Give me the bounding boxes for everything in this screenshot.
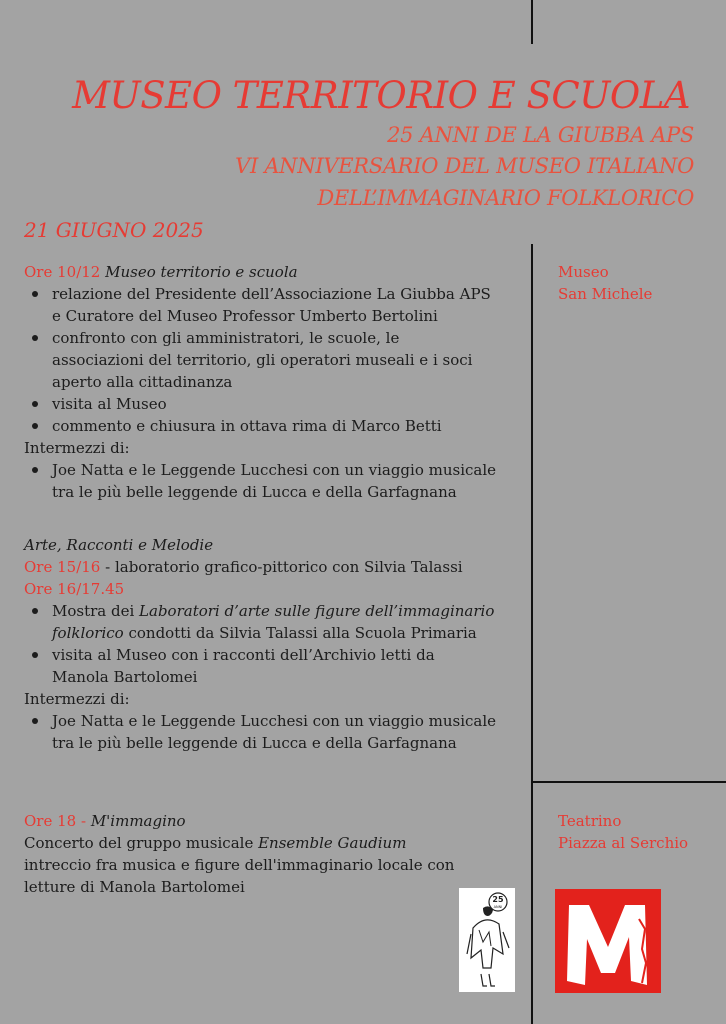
venue-line: San Michele	[558, 285, 653, 303]
section-morning-list	[24, 283, 524, 437]
event-date: 21 GIUGNO 2025	[24, 218, 204, 242]
list-item-line: associazioni del territorio, gli operatori museali e i soci	[52, 351, 473, 369]
list-item-line: aperto alla cittadinanza	[52, 373, 233, 391]
subtitle-line-3: DELL’IMMAGINARIO FOLKLORICO	[317, 186, 694, 210]
list-item-line: commento e chiusura in ottava rima di Marco Betti	[52, 417, 442, 435]
intermezzi-list	[24, 710, 524, 754]
upper-vertical-rule	[531, 244, 533, 782]
list-item	[52, 710, 524, 754]
section-evening-text: intreccio fra musica e figure dell'immaginario locale con	[24, 856, 455, 874]
section-afternoon-list	[24, 600, 524, 688]
top-vertical-rule	[531, 0, 533, 44]
list-item-line: e Curatore del Museo Professor Umberto Bertolini	[52, 307, 438, 325]
section-afternoon-time-1-text: - laboratorio grafico-pittorico con Silvia Talassi	[100, 558, 463, 576]
list-item	[52, 600, 524, 644]
section-evening	[24, 810, 524, 898]
section-morning-title: Museo territorio e scuola	[105, 263, 298, 281]
section-afternoon	[24, 534, 524, 754]
list-item-line: tra le più belle leggende di Lucca e della Garfagnana	[52, 483, 457, 501]
m-logo-icon	[555, 889, 661, 993]
list-item	[52, 644, 524, 688]
ensemble-name: Ensemble Gaudium	[258, 834, 407, 852]
list-item-text: Mostra dei	[52, 602, 140, 620]
section-evening-text: Concerto del gruppo musicale	[24, 834, 259, 852]
page-title: MUSEO TERRITORIO E SCUOLA	[72, 74, 690, 117]
list-item-italic: Laboratori d’arte sulle figure dell’immaginario	[139, 602, 495, 620]
list-item-line: Manola Bartolomei	[52, 668, 198, 686]
list-item-line: Joe Natta e le Leggende Lucchesi con un viaggio musicale	[52, 712, 497, 730]
costume-figure-icon	[459, 888, 515, 992]
intermezzi-list	[24, 459, 524, 503]
section-evening-time: Ore 18 -	[24, 812, 87, 830]
venue-line: Teatrino	[558, 812, 622, 830]
list-item-text: condotti da Silvia Talassi alla Scuola Primaria	[123, 624, 477, 642]
m-logo	[555, 889, 661, 993]
anniversary-logo	[459, 888, 515, 992]
section-afternoon-time-1: Ore 15/16	[24, 558, 101, 576]
section-morning-time: Ore 10/12	[24, 263, 101, 281]
list-item-line: Joe Natta e le Leggende Lucchesi con un viaggio musicale	[52, 461, 497, 479]
list-item	[52, 283, 524, 327]
svg-text:25: 25	[492, 895, 504, 904]
section-afternoon-title: Arte, Racconti e Melodie	[24, 536, 214, 554]
subtitle-line-1: 25 ANNI DE LA GIUBBA APS	[387, 123, 694, 147]
section-morning	[24, 261, 524, 503]
list-item	[52, 459, 524, 503]
list-item-line: visita al Museo	[52, 395, 167, 413]
list-item	[52, 415, 524, 437]
list-item	[52, 393, 524, 415]
intermezzi-label: Intermezzi di:	[24, 439, 130, 457]
section-afternoon-time-2: Ore 16/17.45	[24, 580, 125, 598]
horizontal-rule	[531, 781, 726, 783]
section-evening-title: M'immagino	[90, 812, 186, 830]
section-evening-text: letture di Manola Bartolomei	[24, 878, 245, 896]
venue-line: Piazza al Serchio	[558, 834, 689, 852]
list-item-line: visita al Museo con i racconti dell’Archivio letti da	[52, 646, 435, 664]
venue-line: Museo	[558, 263, 609, 281]
venue-teatrino	[558, 810, 688, 854]
list-item-line: relazione del Presidente dell’Associazione La Giubba APS	[52, 285, 491, 303]
intermezzi-label: Intermezzi di:	[24, 690, 130, 708]
venue-museo	[558, 261, 652, 305]
list-item	[52, 327, 524, 393]
list-item-line: confronto con gli amministratori, le scuole, le	[52, 329, 400, 347]
list-item-italic: folklorico	[52, 624, 124, 642]
svg-text:ANNI: ANNI	[493, 905, 503, 909]
list-item-line: tra le più belle leggende di Lucca e della Garfagnana	[52, 734, 457, 752]
lower-vertical-rule	[531, 781, 533, 1024]
subtitle-line-2: VI ANNIVERSARIO DEL MUSEO ITALIANO	[235, 154, 694, 178]
